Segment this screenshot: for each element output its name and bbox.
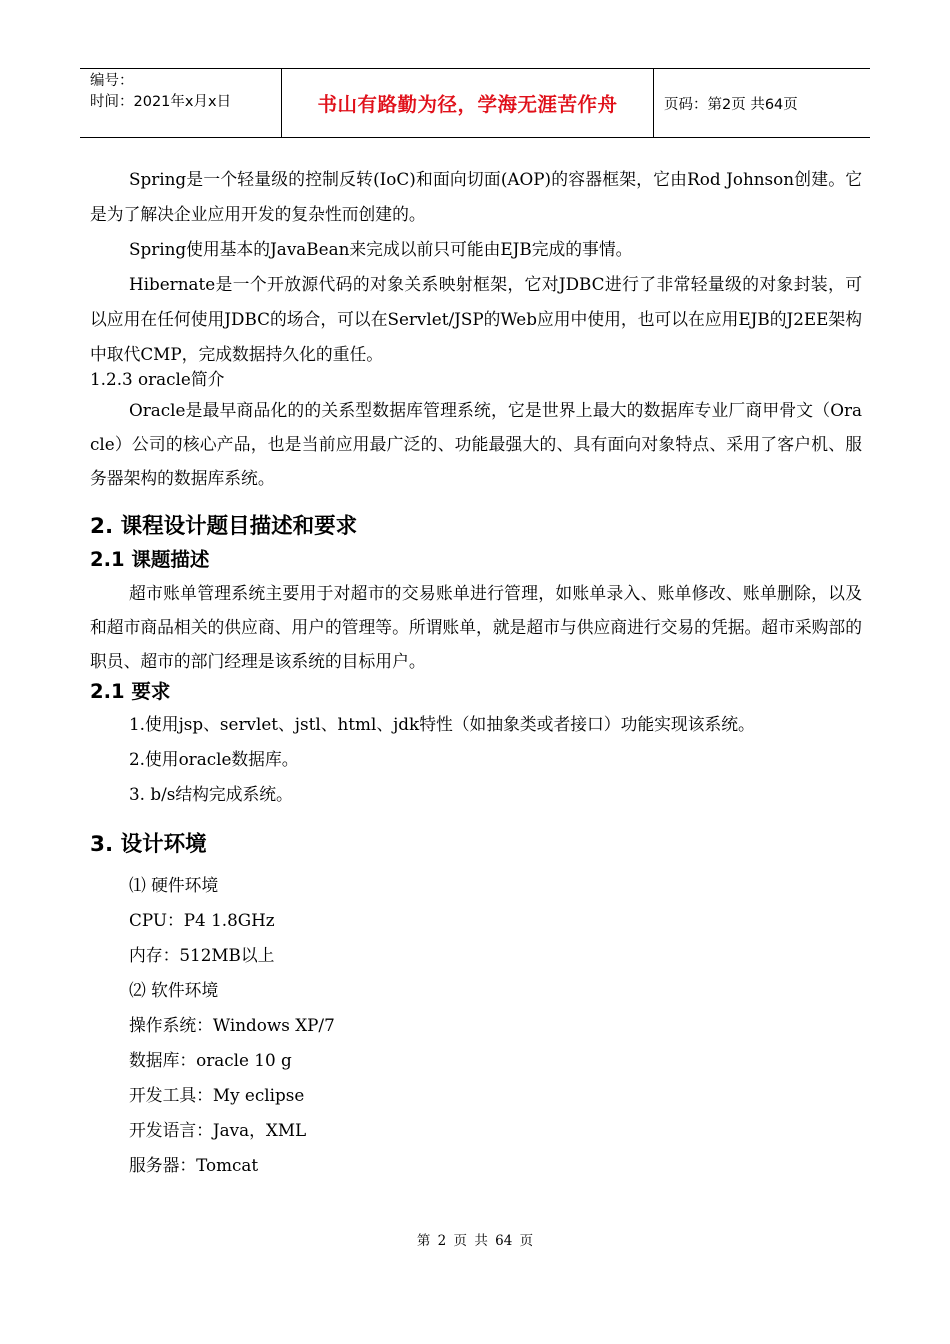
- spring-paragraph-2: Spring使用基本的JavaBean来完成以前只可能由EJB完成的事情。: [129, 239, 633, 259]
- header-code: 编号：: [90, 73, 134, 89]
- page-footer: 第 2 页 共 64 页: [416, 1233, 534, 1249]
- env-item: ⑴ 硬件环境: [129, 875, 219, 895]
- env-item: 内存：512MB以上: [129, 945, 275, 965]
- header-time: 时间：2021年x月x日: [90, 94, 232, 110]
- header-motto: 书山有路勤为径，学海无涯苦作舟: [281, 69, 654, 137]
- oracle-paragraph: Oracle是最早商品化的的关系型数据库管理系统，它是世界上最大的数据库专业厂商甲骨文（Oracle）公司的核心产品，也是当前应用最广泛的、功能最强大的、具有面向对象特点、采用了客户机、服务器架构的数据库系统。: [90, 400, 862, 488]
- header-page-number: 页码：第2页 共64页: [664, 96, 798, 113]
- section-2-2-title: 2.1 要求: [90, 680, 171, 703]
- oracle-heading: 1.2.3 oracle简介: [90, 369, 225, 389]
- document-body: [90, 162, 862, 1183]
- env-item: 开发语言：Java，XML: [129, 1120, 307, 1140]
- requirement-item: 3. b/s结构完成系统。: [129, 784, 293, 804]
- hibernate-paragraph: Hibernate是一个开放源代码的对象关系映射框架，它对JDBC进行了非常轻量级的对象封装，可以应用在任何使用JDBC的场合，可以在Servlet/JSP的Web应用中使用，也可以在应用EJB的J2EE架构中取代CMP，完成数据持久化的重任。: [90, 274, 862, 364]
- section-2-1-paragraph: 超市账单管理系统主要用于对超市的交易账单进行管理，如账单录入、账单修改、账单删除，以及和超市商品相关的供应商、用户的管理等。所谓账单，就是超市与供应商进行交易的凭据。超市采购部的职员、超市的部门经理是该系统的目标用户。: [90, 583, 862, 671]
- environment-list: [90, 868, 862, 1183]
- section-2-title: 2. 课程设计题目描述和要求: [90, 514, 358, 539]
- spring-paragraph-1: Spring是一个轻量级的控制反转(IoC)和面向切面(AOP)的容器框架，它由Rod Johnson创建。它是为了解决企业应用开发的复杂性而创建的。: [90, 169, 862, 224]
- requirement-item: 1.使用jsp、servlet、jstl、html、jdk特性（如抽象类或者接口）功能实现该系统。: [129, 714, 755, 734]
- env-item: 开发工具：My eclipse: [129, 1085, 305, 1105]
- section-2-1-title: 2.1 课题描述: [90, 548, 210, 571]
- env-item: CPU：P4 1.8GHz: [129, 910, 275, 930]
- env-item: ⑵ 软件环境: [129, 980, 219, 1000]
- section-3-title: 3. 设计环境: [90, 832, 207, 857]
- requirements-list: [90, 707, 862, 812]
- page-header: [80, 68, 870, 138]
- env-item: 服务器：Tomcat: [129, 1155, 259, 1175]
- env-item: 数据库：oracle 10 g: [129, 1050, 292, 1070]
- requirement-item: 2.使用oracle数据库。: [129, 749, 299, 769]
- header-left: [80, 69, 281, 137]
- env-item: 操作系统：Windows XP/7: [129, 1015, 335, 1035]
